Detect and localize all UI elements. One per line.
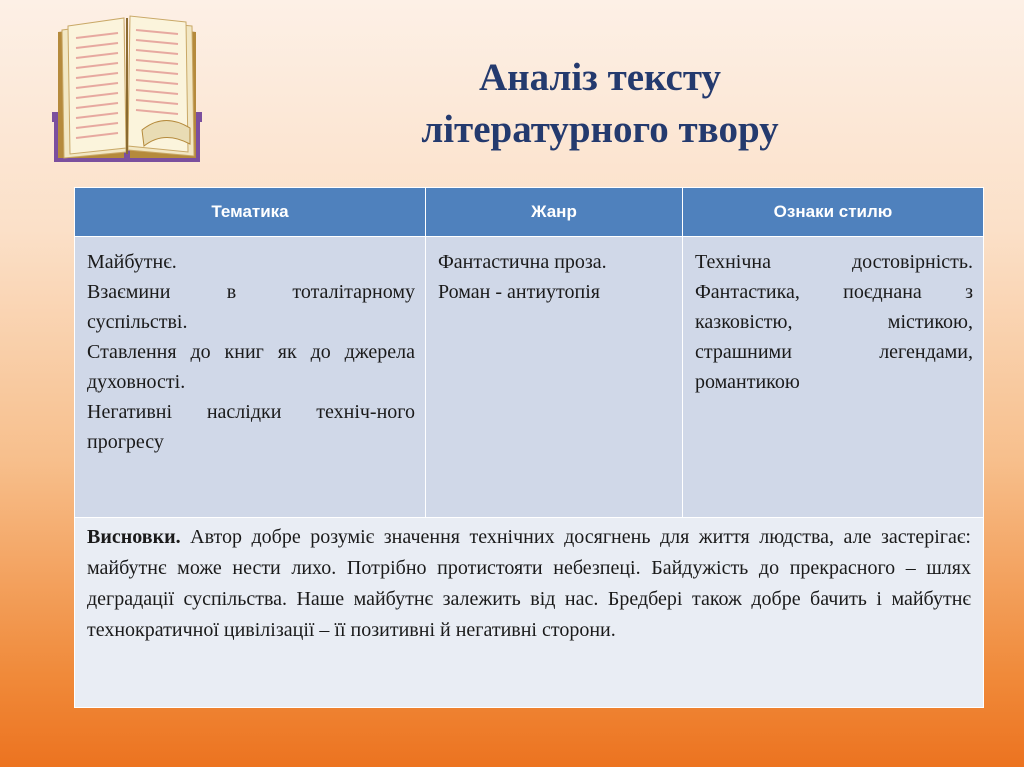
genre-item: Роман - антиутопія [438, 281, 600, 303]
analysis-table [74, 187, 984, 708]
conclusion-cell [75, 518, 984, 708]
style-text: Технічна достовірність. Фантастика, поєднана з казковістю, містикою, страшними легендами, романтикою [695, 251, 973, 393]
conclusion-label: Висновки. [87, 526, 181, 548]
conclusion-text: Автор добре розуміє значення технічних досягнень для життя людства, але застерігає: майбутнє може нести лихо. Потрібно протистояти небезпеці. Байдужість до прекрасного – шлях деградації суспільства. Наше майбутнє залежить від нас. Бредбері також добре бачить і майбутнє технократичної цивілізації – її позитивні й негативні сторони. [87, 526, 971, 641]
genre-item: Фантастична проза. [438, 251, 607, 273]
style-cell [683, 237, 984, 518]
title-line-1: Аналіз тексту [478, 56, 722, 99]
topic-item: Негативні наслідки техніч-ного прогресу [87, 401, 415, 453]
open-book-icon [52, 12, 202, 164]
genre-cell [426, 237, 683, 518]
page-title [330, 52, 870, 156]
topic-item: Ставлення до книг як до джерела духовності. [87, 341, 415, 393]
header-style: Ознаки стилю [683, 188, 984, 237]
header-genre: Жанр [426, 188, 683, 237]
topic-cell [75, 237, 426, 518]
title-line-2: літературного твору [421, 108, 779, 151]
table-body-row [75, 237, 984, 518]
conclusion-row [75, 518, 984, 708]
topic-item: Майбутнє. [87, 251, 177, 273]
header-topic: Тематика [75, 188, 426, 237]
topic-item: Взаємини в тоталітарному суспільстві. [87, 281, 415, 333]
table-header-row [75, 188, 984, 237]
